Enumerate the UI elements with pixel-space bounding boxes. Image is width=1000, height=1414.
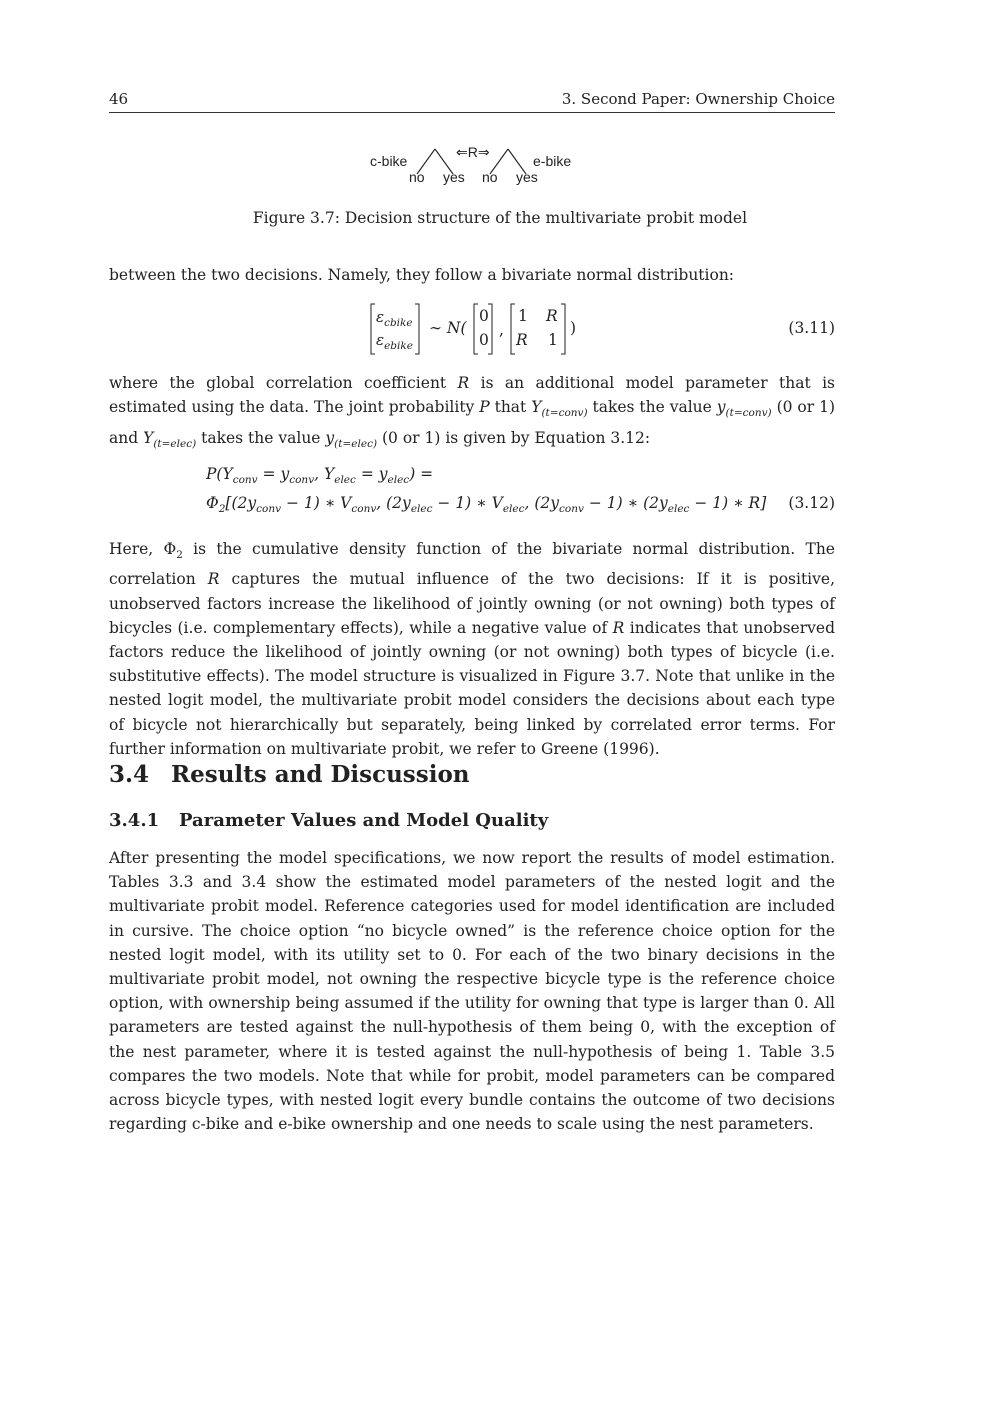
p2-text: where the global correlation coefficient <box>109 374 458 392</box>
p2-var-Y-conv <box>531 398 588 420</box>
p3-text: indicates that unobserved factors reduce the likelihood of jointly owning (or not owning) both types of bicycle (i.e. substitutive effects). The model structure is visualized in Figure 3.7. Note that unlike in the nested logit model, the multivariate probit model considers the decisions about each type of bicycle not hierarchically but separately, being linked by correlated error terms. For further information on multivariate probit, we refer to Greene (1996). <box>109 618 835 758</box>
section-heading <box>109 761 470 788</box>
figure-cbike-label: c-bike <box>370 153 408 169</box>
equation-3-12-number: (3.12) <box>788 494 835 512</box>
section-number: 3.4 <box>109 761 150 788</box>
eps-cbike <box>376 308 413 329</box>
mean-vector <box>473 302 493 356</box>
var: Y <box>143 428 154 447</box>
eps-symbol: ε <box>376 308 385 326</box>
header-rule <box>109 112 835 113</box>
figure-branch-yes-2: yes <box>516 169 538 185</box>
subsection-number: 3.4.1 <box>109 810 160 831</box>
var-sub: (t=conv) <box>725 407 772 420</box>
p2-var-P: P <box>479 398 490 417</box>
mean-0: 0 <box>479 307 489 325</box>
p3-var-R: R <box>612 618 625 637</box>
figure-correlation-label: ⇐R⇒ <box>456 144 490 160</box>
cov-12: R <box>546 307 558 325</box>
cov-21: R <box>516 331 528 349</box>
subsection-title: Parameter Values and Model Quality <box>179 810 549 831</box>
paragraph-3-text <box>109 537 835 761</box>
p2-text: takes the value <box>196 428 326 447</box>
figure-ebike-label: e-bike <box>533 153 572 169</box>
section-title: Results and Discussion <box>171 761 470 788</box>
p2-text: (0 or 1) is given by Equation 3.12: <box>377 428 651 447</box>
p2-text: (0 or 1) and <box>109 398 835 447</box>
eps-ebike <box>376 331 413 352</box>
paragraph-2 <box>109 371 835 456</box>
p2-var-R: R <box>457 374 470 392</box>
var: y <box>325 428 335 447</box>
figure-branch-no-2: no <box>482 169 498 185</box>
p3-text: is the cumulative density function of the bivariate normal distribution. The correlation <box>109 540 835 589</box>
dist-symbol: ∼ N( <box>429 319 467 337</box>
p2-text: takes the value <box>587 398 717 417</box>
var-sub: (t=elec) <box>334 437 378 450</box>
equation-3-11-number: (3.11) <box>788 319 835 337</box>
equation-3-12-line-2: $\Phi_2[(2y_{conv} - 1)$ ∗ $V_{conv}$, $(2y_{elec} - 1)$ ∗ $V_{elec}$, $(2y_{conv} - 1)$ ∗ $(2y_{elec} - 1)$ ∗ R] <box>206 494 767 516</box>
paragraph-1-text: between the two decisions. Namely, they follow a bivariate normal distribution: <box>109 266 735 284</box>
eps-vector <box>369 302 421 356</box>
figure-caption: Figure 3.7: Decision structure of the multivariate probit model <box>252 209 748 227</box>
equation-3-11 <box>369 302 589 356</box>
paragraph-1 <box>109 263 835 287</box>
p3-phi-sub: 2 <box>176 549 183 562</box>
cov-11: 1 <box>518 307 528 325</box>
cov-22: 1 <box>548 331 558 349</box>
var: Y <box>531 398 542 417</box>
paragraph-2-text <box>109 371 835 456</box>
p3-text: captures the mutual influence of the two decisions: If it is positive, unobserved factors increase the likelihood of jointly owning (or not owning) both types of bicycles (i.e. complementary effects), while a negative value of <box>109 570 835 637</box>
cov-matrix <box>510 302 566 356</box>
eq-comma: , <box>499 321 504 339</box>
mean-1: 0 <box>479 331 489 349</box>
paragraph-4-text: After presenting the model specifications, we now report the results of model estimation. Tables 3.3 and 3.4 show the estimated model parameters of the nested logit and the multivariate probit model. Reference categories used for model identification are included in cursive. The choice option “no bicycle owned” is the reference choice option for the nested logit model, with its utility set to 0. For each of the two binary decisions in the multivariate probit model, not owning the respective bicycle type is the reference choice option, with ownership being assumed if the utility for owning that type is larger than 0. All parameters are tested against the null-hypothesis of them being 0, with the exception of the nest parameter, where it is tested against the null-hypothesis of being 1. Table 3.5 compares the two models. Note that while for probit, model parameters can be compared across bicycle types, with nested logit every bundle contains the outcome of two decisions regarding c-bike and e-bike ownership and one needs to scale using the nest parameters. <box>109 849 835 1134</box>
var-sub: (t=elec) <box>153 437 197 450</box>
p3-text: Here, Φ <box>109 540 177 558</box>
p2-var-y-elec <box>325 428 378 450</box>
var: y <box>716 398 726 417</box>
eps-symbol: ε <box>376 331 385 349</box>
equation-3-12-line-1: $P(Y_{conv} = y_{conv}$, $Y_{elec} = y_{elec}$) = <box>206 465 434 487</box>
p2-text: that <box>489 398 532 417</box>
eps-ebike-sub: ebike <box>384 340 413 352</box>
var-sub: (t=conv) <box>541 407 588 420</box>
paragraph-4 <box>109 846 835 1136</box>
running-title: 3. Second Paper: Ownership Choice <box>561 90 835 108</box>
p2-var-Y-elec <box>143 428 197 450</box>
p2-text: is an additional model parameter that is estimated using the data. The joint probability <box>109 374 835 417</box>
figure-branch-no-1: no <box>409 169 425 185</box>
close-paren: ) <box>570 319 577 337</box>
subsection-heading <box>109 810 548 831</box>
paragraph-3 <box>109 537 835 761</box>
page-number: 46 <box>109 90 129 108</box>
p3-var-R: R <box>207 570 220 589</box>
p2-var-y-conv <box>716 398 772 420</box>
figure-branch-yes-1: yes <box>443 169 465 185</box>
eps-cbike-sub: cbike <box>384 317 413 329</box>
